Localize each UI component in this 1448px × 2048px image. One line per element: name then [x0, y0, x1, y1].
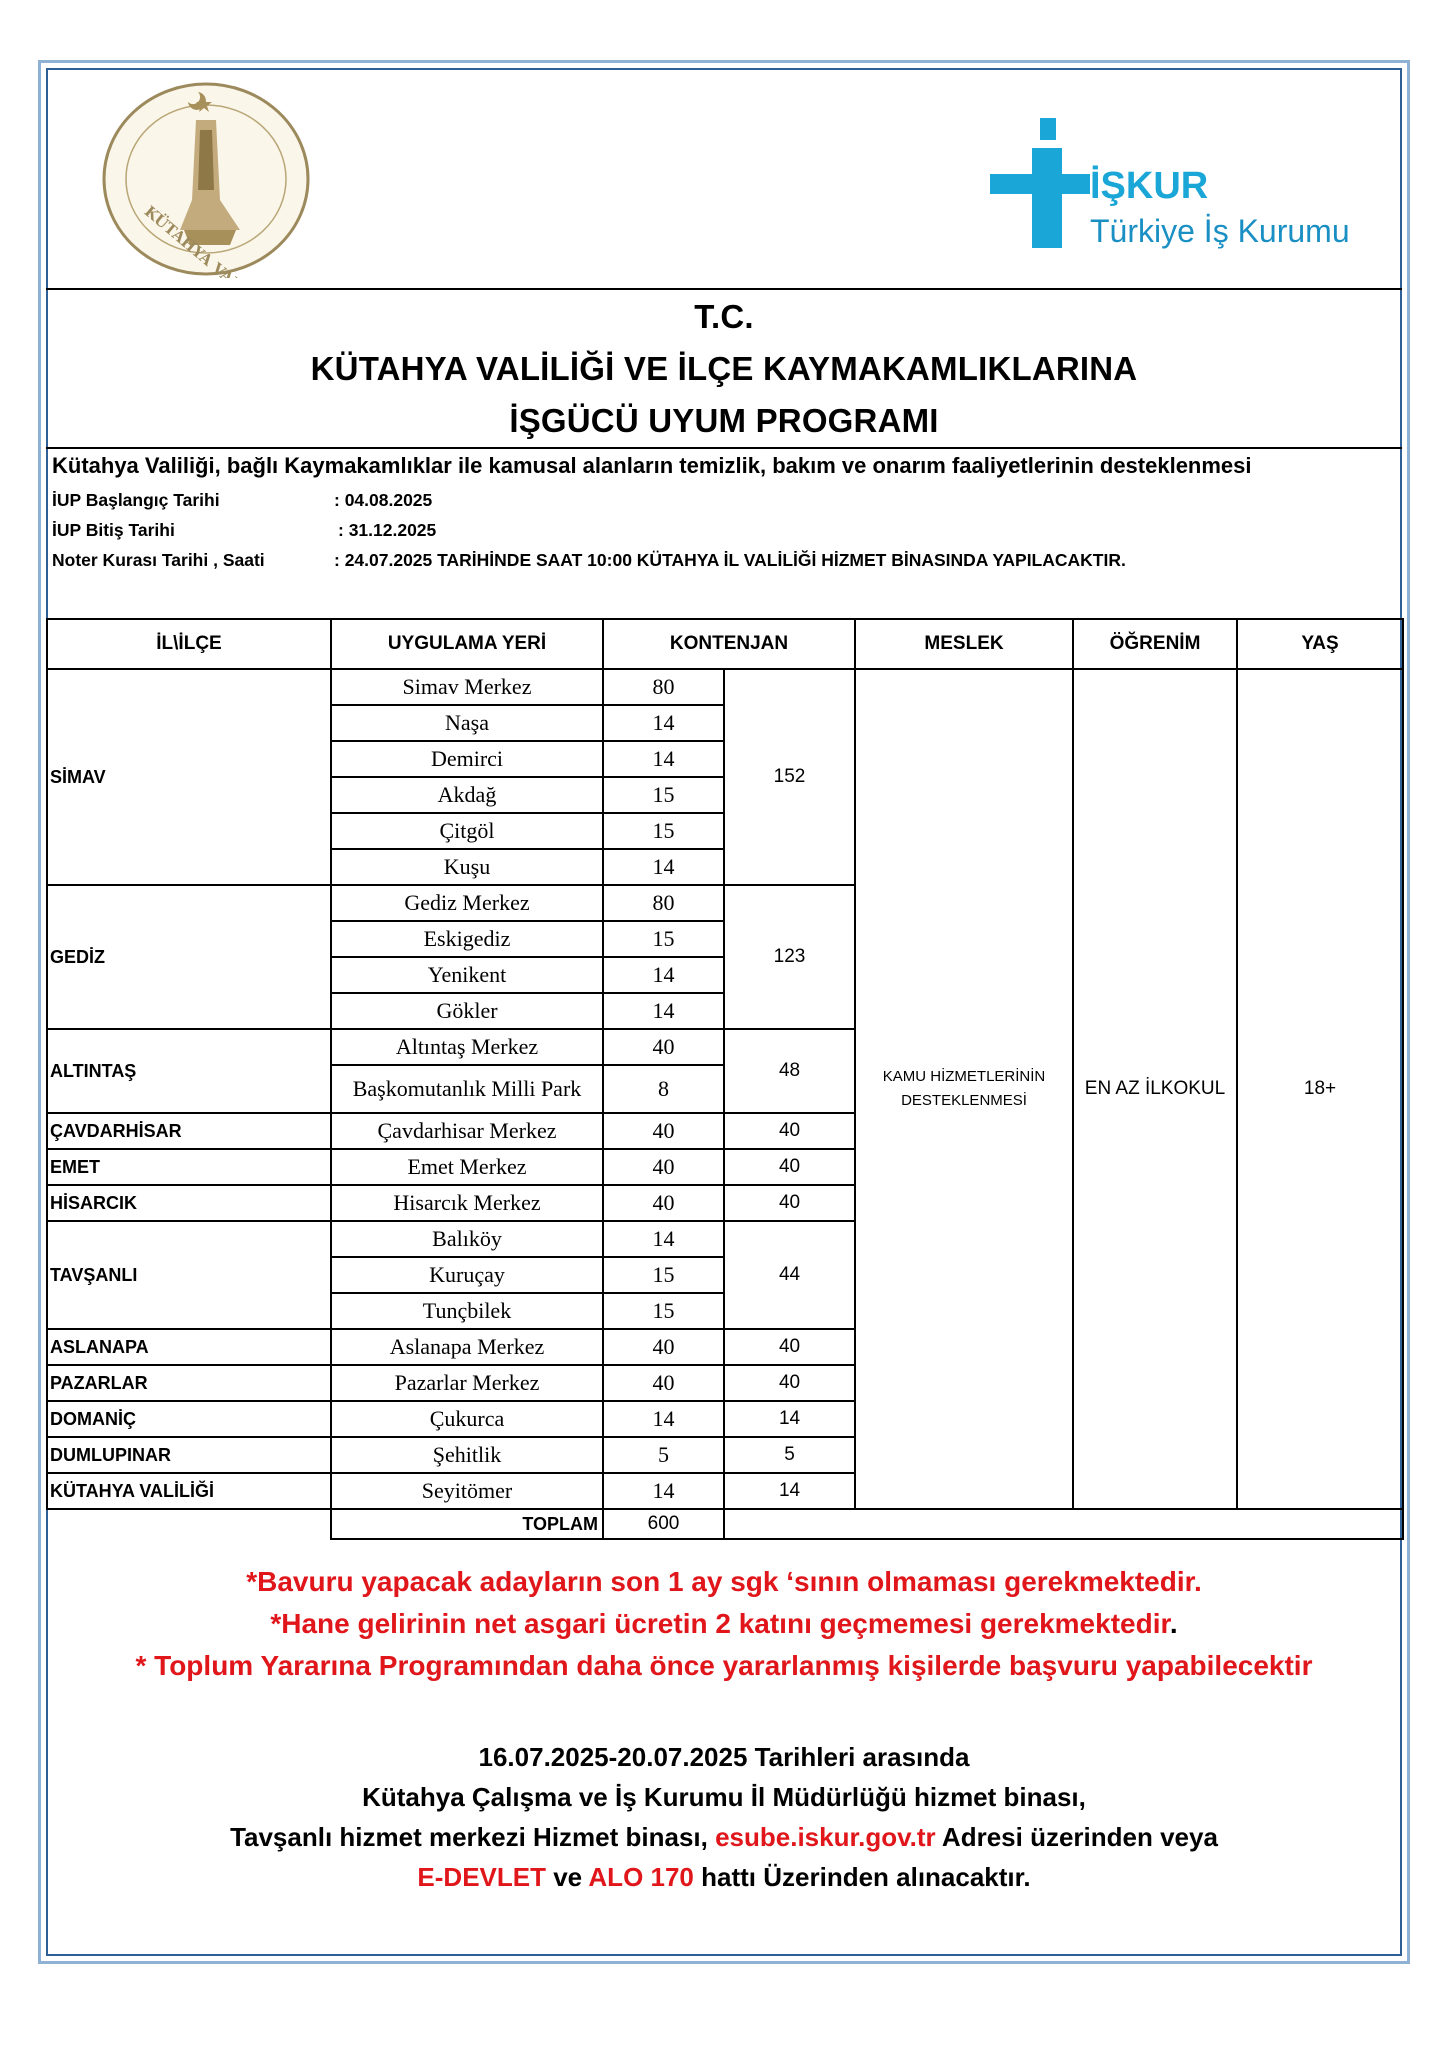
- uygulama-yeri-cell: Balıköy: [331, 1221, 603, 1257]
- uygulama-yeri-cell: Seyitömer: [331, 1473, 603, 1509]
- ilce-total-cell: 48: [724, 1029, 855, 1113]
- start-date-value: : 04.08.2025: [334, 490, 433, 510]
- kontenjan-cell: 40: [603, 1329, 724, 1365]
- kontenjan-cell: 14: [603, 1221, 724, 1257]
- footer-online: [46, 1822, 1402, 1853]
- ilce-cell: ASLANAPA: [47, 1329, 331, 1365]
- ilce-cell: EMET: [47, 1149, 331, 1185]
- uygulama-yeri-cell: Yenikent: [331, 957, 603, 993]
- ilce-total-cell: 40: [724, 1185, 855, 1221]
- header-ilce: İL\İLÇE: [47, 619, 331, 669]
- note-toplum-yararina: * Toplum Yararına Programından daha önce yararlanmış kişilerde başvuru yapabilecektir: [135, 1650, 1313, 1681]
- footer-ve: ve: [546, 1862, 589, 1892]
- title-tc: T.C.: [694, 298, 754, 335]
- note-income-text: *Hane gelirinin net asgari ücretin 2 katını geçmemesi gerekmektedir: [270, 1608, 1170, 1639]
- ilce-total-cell: 40: [724, 1113, 855, 1149]
- svg-text:Türkiye İş Kurumu: Türkiye İş Kurumu: [1090, 213, 1350, 249]
- uygulama-yeri-cell: Simav Merkez: [331, 669, 603, 705]
- kontenjan-cell: 15: [603, 813, 724, 849]
- alo-170-text: ALO 170: [588, 1862, 694, 1892]
- title-program: İŞGÜCÜ UYUM PROGRAMI: [509, 402, 939, 439]
- footer-channels: [46, 1862, 1402, 1893]
- note-income: [46, 1608, 1402, 1640]
- footer-office: Kütahya Çalışma ve İş Kurumu İl Müdürlüğü hizmet binası,: [362, 1782, 1086, 1812]
- empty-cell: [724, 1509, 1403, 1539]
- ilce-cell: KÜTAHYA VALİLİĞİ: [47, 1473, 331, 1509]
- kontenjan-cell: 14: [603, 741, 724, 777]
- kontenjan-cell: 5: [603, 1437, 724, 1473]
- kontenjan-cell: 40: [603, 1365, 724, 1401]
- kontenjan-cell: 14: [603, 1401, 724, 1437]
- svg-text:İŞKUR: İŞKUR: [1090, 165, 1209, 207]
- uygulama-yeri-cell: Naşa: [331, 705, 603, 741]
- uygulama-yeri-cell: Gökler: [331, 993, 603, 1029]
- esube-link[interactable]: esube.iskur.gov.tr: [715, 1822, 936, 1852]
- ilce-total-cell: 14: [724, 1473, 855, 1509]
- toplam-label: TOPLAM: [331, 1509, 603, 1539]
- uygulama-yeri-cell: Eskigediz: [331, 921, 603, 957]
- header-ogrenim: ÖĞRENİM: [1073, 619, 1237, 669]
- ilce-total-cell: 152: [724, 669, 855, 885]
- noter-label: Noter Kurası Tarihi , Saati: [52, 550, 265, 570]
- footer-channels-suffix: hattı Üzerinden alınacaktır.: [693, 1862, 1031, 1892]
- program-description: Kütahya Valiliği, bağlı Kaymakamlıklar ile kamusal alanların temizlik, bakım ve onarım faaliyetlerinin desteklenmesi: [52, 453, 1252, 478]
- ilce-cell: HİSARCIK: [47, 1185, 331, 1221]
- ilce-total-cell: 5: [724, 1437, 855, 1473]
- svg-text:KÜTAHYA VALİLİĞİ: KÜTAHYA: [140, 202, 217, 270]
- kontenjan-cell: 14: [603, 705, 724, 741]
- uygulama-yeri-cell: Çavdarhisar Merkez: [331, 1113, 603, 1149]
- kontenjan-cell: 14: [603, 993, 724, 1029]
- meslek-cell: [855, 669, 1073, 1509]
- ilce-cell: SİMAV: [47, 669, 331, 885]
- kontenjan-cell: 15: [603, 1257, 724, 1293]
- toplam-row: [47, 1509, 1403, 1539]
- header-uygulama-yeri: UYGULAMA YERİ: [331, 619, 603, 669]
- ilce-total-cell: 14: [724, 1401, 855, 1437]
- uygulama-yeri-cell: Hisarcık Merkez: [331, 1185, 603, 1221]
- kontenjan-cell: 40: [603, 1149, 724, 1185]
- toplam-value: 600: [603, 1509, 724, 1539]
- kontenjan-cell: 80: [603, 669, 724, 705]
- ilce-cell: ALTINTAŞ: [47, 1029, 331, 1113]
- kontenjan-cell: 40: [603, 1113, 724, 1149]
- header-kontenjan: KONTENJAN: [603, 619, 855, 669]
- ilce-total-cell: 40: [724, 1329, 855, 1365]
- ilce-total-cell: 123: [724, 885, 855, 1029]
- ilce-cell: ÇAVDARHİSAR: [47, 1113, 331, 1149]
- meslek-line: KAMU HİZMETLERİNİN: [882, 1068, 1046, 1085]
- empty-cell: [47, 1509, 331, 1539]
- table-row: [47, 669, 1403, 705]
- kontenjan-cell: 15: [603, 921, 724, 957]
- uygulama-yeri-cell: Başkomutanlık Milli Park: [331, 1065, 603, 1113]
- ilce-total-cell: 44: [724, 1221, 855, 1329]
- uygulama-yeri-cell: Kuruçay: [331, 1257, 603, 1293]
- ilce-cell: PAZARLAR: [47, 1365, 331, 1401]
- kontenjan-cell: 15: [603, 1293, 724, 1329]
- note-income-period: .: [1169, 1608, 1178, 1639]
- kontenjan-cell: 40: [603, 1185, 724, 1221]
- note-sgk: *Bavuru yapacak adayların son 1 ay sgk ‘sının olmaması gerekmektedir.: [246, 1566, 1202, 1597]
- title-main: KÜTAHYA VALİLİĞİ VE İLÇE KAYMAKAMLIKLARINA: [310, 350, 1138, 387]
- kontenjan-cell: 40: [603, 1029, 724, 1065]
- kutahya-valiligi-seal: [100, 80, 312, 278]
- kontenjan-cell: 14: [603, 849, 724, 885]
- uygulama-yeri-cell: Çitgöl: [331, 813, 603, 849]
- ilce-cell: TAVŞANLI: [47, 1221, 331, 1329]
- program-table: [46, 618, 1404, 1540]
- noter-value: : 24.07.2025 TARİHİNDE SAAT 10:00 KÜTAHYA İL VALİLİĞİ HİZMET BİNASINDA YAPILACAKTIR.: [334, 550, 1126, 570]
- uygulama-yeri-cell: Altıntaş Merkez: [331, 1029, 603, 1065]
- yas-cell: 18+: [1237, 669, 1403, 1509]
- uygulama-yeri-cell: Şehitlik: [331, 1437, 603, 1473]
- header-yas: YAŞ: [1237, 619, 1403, 669]
- uygulama-yeri-cell: Çukurca: [331, 1401, 603, 1437]
- uygulama-yeri-cell: Aslanapa Merkez: [331, 1329, 603, 1365]
- footer-online-suffix: Adresi üzerinden veya: [935, 1822, 1218, 1852]
- uygulama-yeri-cell: Gediz Merkez: [331, 885, 603, 921]
- edevlet-text: E-DEVLET: [417, 1862, 546, 1892]
- ogrenim-cell: EN AZ İLKOKUL: [1073, 669, 1237, 1509]
- divider: [46, 288, 1402, 290]
- iskur-logo: [990, 118, 1400, 258]
- divider: [46, 447, 1402, 449]
- kontenjan-cell: 8: [603, 1065, 724, 1113]
- kontenjan-cell: 80: [603, 885, 724, 921]
- start-date-label: İUP Başlangıç Tarihi: [52, 490, 220, 510]
- footer-dates: 16.07.2025-20.07.2025 Tarihleri arasında: [478, 1742, 970, 1772]
- footer-online-text: Tavşanlı hizmet merkezi Hizmet binası,: [230, 1822, 716, 1852]
- ilce-total-cell: 40: [724, 1365, 855, 1401]
- ilce-cell: GEDİZ: [47, 885, 331, 1029]
- uygulama-yeri-cell: Akdağ: [331, 777, 603, 813]
- uygulama-yeri-cell: Pazarlar Merkez: [331, 1365, 603, 1401]
- kontenjan-cell: 14: [603, 957, 724, 993]
- uygulama-yeri-cell: Kuşu: [331, 849, 603, 885]
- ilce-cell: DOMANİÇ: [47, 1401, 331, 1437]
- uygulama-yeri-cell: Emet Merkez: [331, 1149, 603, 1185]
- end-date-value: : 31.12.2025: [338, 520, 437, 540]
- uygulama-yeri-cell: Demirci: [331, 741, 603, 777]
- meslek-line: DESTEKLENMESİ: [901, 1092, 1027, 1109]
- kontenjan-cell: 14: [603, 1473, 724, 1509]
- kontenjan-cell: 15: [603, 777, 724, 813]
- header-meslek: MESLEK: [855, 619, 1073, 669]
- end-date-label: İUP Bitiş Tarihi: [52, 520, 175, 540]
- uygulama-yeri-cell: Tunçbilek: [331, 1293, 603, 1329]
- ilce-cell: DUMLUPINAR: [47, 1437, 331, 1473]
- ilce-total-cell: 40: [724, 1149, 855, 1185]
